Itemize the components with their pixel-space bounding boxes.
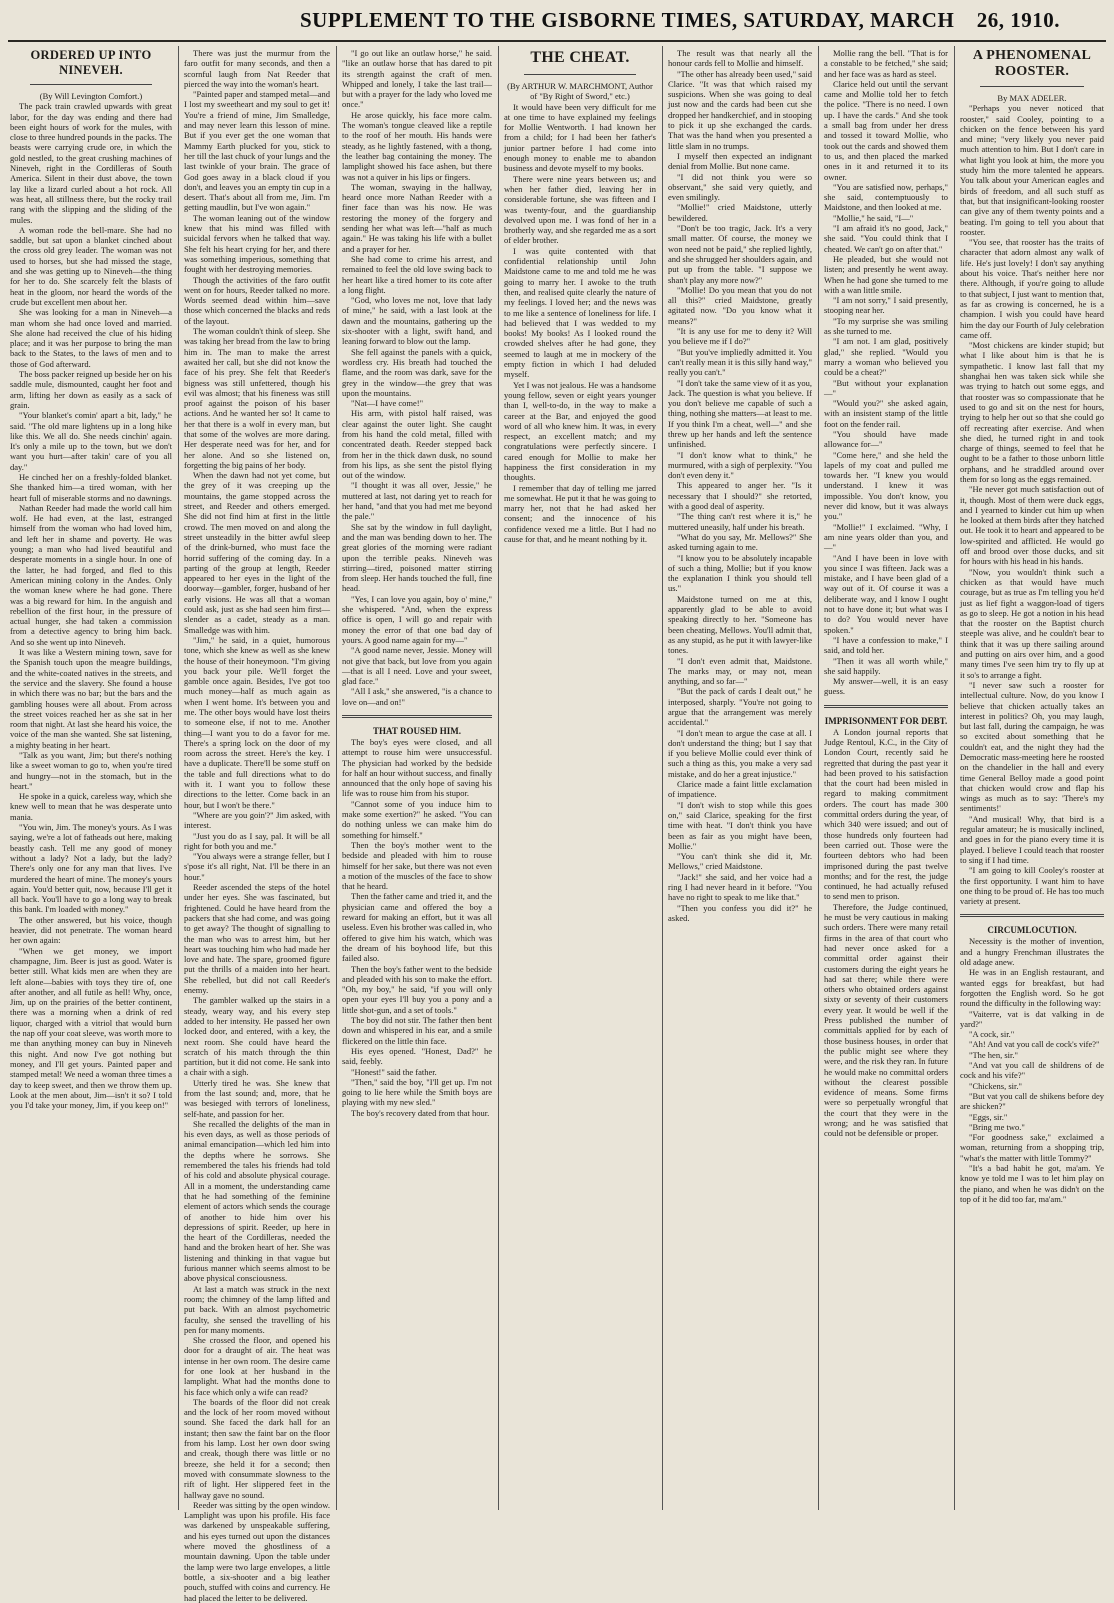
paragraph: This appeared to anger her. "Is it necessary that I should?" she retorted, with a good deal of asperity. — [668, 480, 812, 512]
paragraph: I was quite contented with that confidential relationship until John Maidstone came to me and told me he was going to marry her. I awoke to the truth then, and realised quite clearly the nature of my feelings. I loved her; and the news was to me like a sentence of loneliness for life. I had believed that I was wedded to my books! My books! As I looked round the crowded shelves after he had gone, they seemed to laugh at me in mockery of the empty fiction in which I had deluded myself. — [504, 245, 656, 380]
paragraph: "I don't mean to argue the case at all. I don't understand the thing; but I say that if you believe Mollie could ever think of such a thing as this, you make a very sad mistake, and do her a great injustice." — [668, 727, 812, 779]
paragraph: "What do you say, Mr. Mellows?" She asked turning again to me. — [668, 531, 812, 553]
circumlocution-body — [960, 936, 1104, 1204]
paragraph: She sat by the window in full daylight, and the man was bending down to her. The great glories of the morning were radiant upon the terrible peaks. Nineveh was stirring—tired, poisoned matter stirring from sleep. Her hands touched the full, fine head. — [342, 521, 492, 594]
paragraph: His eyes opened. "Honest, Dad?" he said, feebly. — [342, 1045, 492, 1067]
paragraph: "You always were a strange feller, but I s'pose it's all right, Nat. I'll be there in an hour." — [184, 851, 330, 882]
paragraph: "The thing can't rest where it is," he muttered uneasily, half under his breath. — [668, 511, 812, 532]
paragraph: The woman couldn't think of sleep. She was taking her bread from the law to bring him in. The man to make the arrest awaited her call, but she did not know the face of his prey. She felt that Reeder's bigness was still unfettered, though his evil was almost; that his fineness was still proof against the poison of his baser actions. And he wanted her so! It came to her that there is a wolf in every man, but that some of the wolves are more daring. Her desperate need was for her, and for her alone. And so she listened on, forgetting the big pains of her body. — [184, 326, 330, 470]
paragraph: "Yes, I can love you again, boy o' mine," she whispered. "And, when the express office is open, I will go and repair with money the error of that one bad day of yours. A good name again for my—" — [342, 593, 492, 645]
column-5 — [668, 48, 812, 1510]
article-title-nineveh: ORDERED UP INTO NINEVEH. — [30, 48, 152, 77]
paragraph: "I am going to kill Cooley's rooster at the first opportunity. I want him to have one thing to be proud of. He has too much variety at present. — [960, 865, 1104, 907]
paragraph: "I am not sorry," I said presently, stooping near her. — [824, 295, 948, 316]
cheat-cont2-body — [824, 48, 948, 697]
paragraph: The gambler walked up the stairs in a steady, weary way, and his every step added to her intensity. He passed her own locked door, and entered, with a key, the next room. She could have heard the scratch of his match through the thin partition, but it did not come. He sank into a chair with a sigh. — [184, 995, 330, 1078]
masthead — [300, 8, 1060, 38]
paragraph: Though the activities of the faro outfit went on for hours, Reeder talked no more. Words seemed dead within him—save those which concerned the blacks and reds of the layout. — [184, 274, 330, 326]
paragraph: Reeder ascended the steps of the hotel under her eyes. She was fascinated, but frightened. Could he have heard from the packers that she had come, and was going to get away? The thought of signalling to the man who was to arrest him, but her heart was touching him who had made her love and hate. The spare, groomed figure put the thrills of a maiden into her heart. She rebelled, but did not call Reeder's enemy. — [184, 882, 330, 996]
column-divider — [818, 46, 819, 1510]
column-divider — [662, 46, 663, 1510]
paragraph: "And musical! Why, that bird is a regular amateur; he is musically inclined, and goes in for the piano every time it is played. I believe I could teach that rooster to sing if I had time. — [960, 813, 1104, 865]
paragraph: Then the boy's father went to the bedside and pleaded with his son to make the effort. "Oh, my boy," he said, "if you will only open your eyes I'll buy you a pony and a little shot-gun, and a set of tools." — [342, 963, 492, 1015]
masthead-date: 26, 1910. — [976, 8, 1060, 32]
paragraph: "Ah! And vat you call de cock's vife?" — [969, 1039, 1100, 1050]
paragraph: "Nat—I have come!" — [351, 398, 424, 409]
paragraph: "I don't even admit that, Maidstone. The marks may, or may not, mean anything, and so far—" — [668, 655, 812, 687]
paragraph: She crossed the floor, and opened his door for a draught of air. The heat was intense in her own room. The desire came for one look at her husband in the lamplight. What had the months done to his face which only a wife can read? — [184, 1335, 330, 1397]
paragraph: "A good name never, Jessie. Money will not give that back, but love from you again—that is all I need. Love and your sweet, glad face." — [342, 645, 492, 687]
column-3 — [342, 48, 492, 1510]
paragraph: I myself then expected an indignant denial from Mollie. But none came. — [668, 150, 812, 172]
paragraph: "And vat you call de shildrens of de cock and his vife?" — [960, 1060, 1104, 1081]
paragraph: "And I have been in love with you since I was fifteen. Jack was a mistake, and I have been glad of a way out of it. Of course it was a deliberate way, and I know I ought not to have done it; but what was I to do? You would never have spoken." — [824, 552, 948, 635]
paragraph: "Then you confess you did it?" he asked. — [668, 902, 812, 923]
paragraph: "Honest!" said the father. — [351, 1066, 437, 1077]
cheat-cont-body — [668, 48, 812, 923]
paragraph: Yet I was not jealous. He was a handsome young fellow, seven or eight years younger than I, well-to-do, in the way to make a career at the Bar, and enjoyed the good word of all who knew him. It was, in every respect, an excellent match; and my congratulations were perfectly sincere. I cared enough for Mollie to make her happiness the first consideration in my thoughts. — [504, 379, 656, 483]
title-rule — [30, 84, 152, 85]
paragraph: "Your blanket's comin' apart a bit, lady," he said. "The old mare lightens up in a long hike like this. We all do. She needs cinchin' again. It's only a mile up to the town, but we don't want you hurt—after takin' care of you all day." — [10, 410, 172, 472]
paragraph: "It is any use for me to deny it? Will you believe me if I do?" — [668, 326, 812, 347]
paragraph: Clarice held out until the servant came and Mollie told her to fetch the police. "There is no need. I own up. I have the cards." And she took a small bag from under her dress and tossed it toward Mollie, who took out the cards and showed them to us, and then placed the marked ones in it and returned it to its owner. — [824, 78, 948, 182]
column-divider — [178, 46, 179, 1510]
paragraph: "Perhaps you never noticed that rooster," said Cooley, pointing to a chicken on the fence between his yard and mine; "very likely you never paid much attention to him. But I don't care in what light you look at him, the more you study him the more talented he appears. You talk about your American eagles and birds of freedom, and all such stuff as that, but that insignificant-looking rooster can give any of them twenty points and a beating. I'm going to tell you about that rooster. — [960, 103, 1104, 237]
masthead-rule — [8, 40, 1106, 42]
paragraph: Mollie rang the bell. "That is for a constable to be fetched," she said; and her face was as hard as steel. — [824, 48, 948, 79]
paragraph: "Just you do as I say, pal. It will be all right for both you and me." — [184, 830, 330, 851]
nineveh-body-2 — [184, 48, 330, 1603]
paragraph: She recalled the delights of the man in his even days, as well as those periods of animal emancipation—which led him into the depths where he sorrows. She remembered the tales his friends had told of his cold and absolute physical courage. All in a moment, the understanding came that he had something of the feminine element of actors which sends the courage of another to hide him over his depressions of spirit. Reeder, up here in the heart of the Cordilleras, needed the hand and the broken heart of her. She was listening and thinking in that vague but furious manner which seems almost to be above physical consciousness. — [184, 1118, 330, 1284]
paragraph: "I don't know what to think," he murmured, with a sigh of perplexity. "You don't even deny it." — [668, 449, 812, 481]
paragraph: He pleaded, but she would not listen; and presently he went away. When he had gone she turned to me with a wan little smile. — [824, 253, 948, 295]
title-rule — [524, 74, 636, 75]
masthead-title: SUPPLEMENT TO THE GISBORNE TIMES, SATURDAY, MARCH — [300, 8, 955, 32]
paragraph: "I am afraid it's no good, Jack," she said. "You could think that I cheated. We can't go on after that." — [824, 223, 948, 254]
paragraph: "God, who loves me not, love that lady of mine," he said, with a last look at the dawn and the mountains, gathering up the six-shooter with a light, swift hand, and leaning forward to blow out the lamp. — [342, 295, 492, 347]
paragraph: Therefore, the Judge continued, he must be very cautious in making such orders. There were many retail firms in the area of that court who had never once asked for a committal order against their customers during the eight years he had sat there; while there were others who obtained orders against sixty or seventy of their customers every year. It would be well if the Press published the number of committals applied for by each of those business houses, in order that the public might see where they were, and the risk they ran. In future he would make no committal orders without the clearest possible evidence of means. Some firms were so perpetually wrongful that the court that they were in the wrong; and he was satisfied that could not be defensible or proper. — [824, 901, 948, 1139]
paragraph: "When we get money, we import champagne, Jim. Beer is just as good. Water is better still. What kids men are when they are left alone—babies with toys they tire of, one after another, and all futile as hell! Why, once, Jim, up on the prairies of the better continent, there was a morning when a drink of red liquor, charged with a vitriol that would burn the nap off your coat sleeve, was worth more to me than anything money can buy in Nineveh this night. And now I've got nothing but money, and I'll get yours. Painted paper and stamped metal! We need a woman three times a day to keep sweet, and then we throw them up. Look at the men about, Jim—isn't it so? I told you I'd take your money, Jim, if you keep on!" — [10, 945, 173, 1111]
paragraph: "But without your explanation—" — [824, 377, 948, 398]
paragraph: "To my surprise she was smiling as she turned to me. — [824, 315, 948, 337]
paragraph: "Don't be too tragic, Jack. It's a very small matter. Of course, the money we won need not be paid," she replied lightly, and she shrugged her shoulders again, and put up from the table. "I suppose we shan't play any more now?" — [668, 223, 812, 285]
paragraph: "Vaiterre, vat is dat valking in de yard?" — [960, 1008, 1104, 1029]
paragraph: "A cock, sir." — [969, 1029, 1015, 1040]
paragraph: "But the pack of cards I dealt out," he interposed, sharply. "You're not going to argue that the arrangement was merely accidental." — [668, 686, 812, 728]
article-title-cheat: THE CHEAT. — [530, 49, 630, 66]
paragraph: "Painted paper and stamped metal—and I lost my sweetheart and my soul to get it! You're a friend of mine, Jim Smalledge, and may never learn this lesson of mine. But if you ever get the one woman that Mammy Earth plucked for you, stick to her till the last chuck of your lungs and the last twinkle of your brain. The grace of God goes away in a black cloud if you don't, and leaves you an empty tin cup in a desert. That's about all from me, Jim. I'm getting maudlin, but I've won again." — [184, 89, 330, 213]
column-6 — [824, 48, 948, 1510]
paragraph: "He never got much satisfaction out of it, though. Most of them were duck eggs, and I yearned to kinder cut him up when he looked at them birds after they hatched out. He took it to heart and appeared to be low-spirited and afflicted. He would go off and brood over those ducks, and sit for hours with his head in his hands. — [960, 484, 1104, 567]
paragraph: "Bring me two." — [969, 1121, 1025, 1132]
paragraph: He spoke in a quick, careless way, which she knew well to mean that he was desperate unto mania. — [10, 791, 172, 822]
paragraph: A London journal reports that Judge Rentoul, K.C., in the City of London Court, recently said he regretted that during the past year it had been proved to his satisfaction that the court had been misled in regard to making commitment orders. The court has made 300 committal orders during the year, of which 340 were issued; and out of those hundreds only fourteen had been carried out. Those were the fourteen debtors who had been imprisoned during the past twelve months; and for the rest, the judge continued, he had actually refused to send men to prison. — [824, 726, 948, 902]
paragraph: "I thought it was all over, Jessie," he muttered at last, not daring yet to reach for her hand, "and that you had met me beyond the pale." — [342, 480, 492, 522]
column-divider — [498, 46, 499, 1510]
paragraph: "Chickens, sir." — [969, 1080, 1022, 1091]
paragraph: "Come here," and she held the lapels of my coat and pulled me towards her. "I knew you would understand. I knew it was impossible. You don't know, you never did know, but it was always you." — [824, 449, 948, 522]
paragraph: At last a match was struck in the next room; the chimney of the lamp lifted and put back. With an almost psychometric faculty, she sensed the travelling of his pen for many moments. — [184, 1283, 330, 1335]
paragraph: The woman leaning out of the window knew that his mind was filled with suicidal fervors when he talked that way. She felt his heart crying for her, and there was something imperious, something that fought with her destroying memories. — [184, 212, 330, 275]
paragraph: The boy's recovery dated from that hour. — [351, 1107, 490, 1118]
paragraph: "It's a bad habit he got, ma'am. Ye know ye told me I was to let him play on the piano, and when he was didn't on the top of it he did too far, ma'am." — [960, 1162, 1104, 1204]
paragraph: He arose quickly, his face more calm. The woman's tongue cleaved like a reptile to the roof of her mouth. His hands were steady, as he lightly fastened, with a thong, the leather bag containing the money. The lamplight showed his face ashen, but there was not a quiver in his lips or fingers. — [342, 109, 492, 182]
column-2 — [184, 48, 330, 1603]
paragraph: "The hen, sir." — [969, 1049, 1018, 1060]
paragraph: Then the boy's mother went to the bedside and pleaded with him to rouse himself for her sake, but there was not even a motion of the muscles of the face to show that he heard. — [342, 839, 492, 892]
roused-body — [342, 737, 492, 1118]
paragraph: "I know you to be absolutely incapable of such a thing, Mollie; but if you know the explanation I think you should tell us." — [668, 552, 812, 594]
paragraph: The boy's eyes were closed, and all attempt to rouse him were unsuccessful. The physician had worked by the bedside for half an hour without success, and finally announced that the only hope of saving his life was to rouse him from his stupor. — [342, 737, 492, 799]
article-title-roused: THAT ROUSED HIM. — [373, 726, 461, 736]
paragraph: "Talk as you want, Jim; but there's nothing like a sweet woman to go to, when you're tired and hungry—not in the stomach, but in the heart." — [10, 750, 172, 791]
paragraph: "The other has already been used," said Clarice. "It was that which raised my suspicions. When she was going to deal just now and the cards had been cut she dropped her handkerchief, and in stooping to pick it up she exchanged the cards. That was the hand when you presented a little slam in no trumps. — [668, 68, 812, 151]
nineveh-body-1 — [10, 101, 172, 1110]
column-1 — [10, 48, 172, 1510]
paragraph: "Most chickens are kinder stupid; but what I like about him is that he is sympathetic. I know last fall that my shanghai hen was taken sick while she was trying to hatch out some eggs, and that rooster was so compassionate that he used to go and sit on the nest for hours, trying to help her out so that she could go off recreating after exercise. And when she died, he turned right in and took charge of things, seemed to feel that he ought to be a father to those unborn little orphans, and he straddled around over them for so long as the eggs remained. — [960, 340, 1104, 484]
debt-body — [824, 727, 948, 1139]
paragraph: "I am not. I am glad, positively glad," she replied. "Would you marry a woman who believed you could be a cheat?" — [824, 336, 948, 378]
paragraph: The pack train crawled upwards with great labor, for the day was ending and there had been eight hours of work for the mules, with close to three hundred pounds in the packs. The beasts were carrying crude ore, in which the gold nestled, to the great crushing machines of Nineveh, right in the Cordilleras of South America. Silent in their dust above, the town lay like a lizard curled about a hot rock. All was heat, all stillness there, but the rocky trail rang with the slipping and the sliding of the mules. — [10, 101, 173, 225]
column-divider — [336, 46, 337, 1510]
paragraph: "For goodness sake," exclaimed a woman, returning from a shopping trip, "what's the matter with little Tommy?" — [960, 1132, 1104, 1163]
paragraph: "Now, you wouldn't think such a chicken as that would have much courage, but as true as I'm telling you he'd just as lief fight a waggon-load of tigers as go to sleep. He got a notion in his head that the rooster on the Baptist church steeple was alive, and he couldn't bear to think that it was up there sailing around and putting on airs over him, and a good many times I've seen him try to fly up at it so's to arrange a fight. — [960, 566, 1104, 680]
nineveh-cont-body — [342, 48, 492, 707]
paragraph: It would have been very difficult for me at one time to have explained my feelings for Mollie Wentworth. I had known her from a child; for I had been her father's junior partner before I had come into enough money to enable me to abandon business and devote myself to my books. — [504, 101, 656, 174]
paragraph: He was in an English restaurant, and wanted eggs for breakfast, but had forgotten the English word. So he got round the difficulty in the following way: — [960, 967, 1104, 1009]
paragraph: The woman, swaying in the hallway, heard once more Nathan Reeder with a finer face than was his now. He was restoring the money of the forgery and sending her what was left—"half as much again." He was taking his life with a bullet and a prayer for her. — [342, 181, 492, 254]
paragraph: "Mollie," he said, "I—" — [833, 212, 914, 223]
paragraph: Nathan Reeder had made the world call him wolf. He had even, at the last, estranged himself from the woman who had loved him, and left her in shame and poverty. He was young; a man who had lived beautiful and desperate moments in a single hour. In one of the latter, he had forged, and fled to this American mining colony in the Andes. Only the woman knew where he had gone. There was a big reward for him. In the anguish and rebellion of the first hour, in the pressure of actual hunger, she had taken a commission from a detective agency to bring him back. And so she went up into Nineveh. — [10, 502, 172, 647]
paragraph: Then the father came and tried it, and the physician came and offered the boy a reward for making an effort, but it was all useless. Even his brother was called in, who offered to give him his watch, which was the dream of his boyhood life, but this failed also. — [342, 891, 492, 964]
paragraph: The result was that nearly all the honour cards fell to Mollie and himself. — [668, 48, 812, 69]
paragraph: It was like a Western mining town, save for the Spanish touch upon the meagre buildings, and the white-coated natives in the streets, and the service and the slavery. She found a house in which there was no bar; but the bars and the gambling houses were all about. From across the street voices reached her as she sat in her room that night. At last she heard his voice, the voice of the man she wanted. She sat listening, a mighty beating in her heart. — [10, 647, 172, 750]
paragraph: "Where are you goin'?" Jim asked, with interest. — [184, 809, 330, 831]
paragraph: "Cannot some of you induce him to make some exertion?" he asked. "You can do nothing unless we can make him do something for himself." — [342, 798, 492, 840]
paragraph: Necessity is the mother of invention, and a hungry Frenchman illustrates the old adage anew. — [960, 936, 1104, 968]
paragraph: "Eggs, sir." — [969, 1111, 1008, 1122]
paragraph: "You can't think she did it, Mr. Mellows," cried Maidstone. — [668, 851, 812, 872]
paragraph: "You are satisfied now, perhaps," she said, contemptuously to Maidstone, and then looked at me. — [824, 181, 948, 213]
article-title-rooster: A PHENOMENAL ROOSTER. — [972, 48, 1092, 79]
paragraph: He cinched her on a freshly-folded blanket. She thanked him—a tired woman, with her heart full of miserable storms and no dawnings. — [10, 471, 172, 503]
column-7 — [960, 48, 1104, 1510]
paragraph: A woman rode the bell-mare. She had no saddle, but sat upon a blanket cinched about the cross old grey leader. The woman was not used to horses, but she had missed the stage, and she was getting up to Nineveh—the thing for her to do. She scarcely felt the blasts of heat in the gloom, nor heard the words of the crude but excellent men about her. — [10, 224, 172, 307]
column-divider — [954, 46, 955, 1510]
paragraph: "I have a confession to make," I said, and told her. — [824, 634, 948, 656]
paragraph: "Then it was all worth while," she said happily. — [824, 655, 948, 676]
paragraph: "I never saw such a rooster for intellectual culture. Now, do you know I believe that chicken actually takes an interest in politics? Oh, you may laugh, but last fall, during the campaign, he was so excited about something that he couldn't eat, and the night they had the Democratic mass-meeting here he roosted on the chandelier in the hall and every time General Belloy made a good point that chicken would crow and flap his wings as much as to say: 'There's my sentiments!' — [960, 679, 1104, 814]
paragraph: "Then," said the boy, "I'll get up. I'm not going to lie here while the Smith boys are playing with my new sled." — [342, 1076, 492, 1108]
paragraph: "Mollie! Do you mean that you do not all this?" cried Maidstone, greatly agitated now. "Do you know what it means?" — [668, 284, 812, 326]
paragraph: "Mollie!" I exclaimed. "Why, I am nine years older than you, and—" — [824, 521, 948, 553]
paragraph: Reeder was sitting by the open window. Lamplight was upon his profile. His face was darkened by unspeakable suffering, and his eyes turned out upon the distances where moved the ghostliness of a mountain dawning. Upon the table under the lamp were two large envelopes, a little bottle, a six-shooter and a big leather pouch, stuffed with coins and currency. He had placed the letter to be delivered. — [184, 1499, 330, 1603]
paragraph: "Jack!" she said, and her voice had a ring I had never heard in it before. "You have no right to speak to me like that." — [668, 871, 812, 903]
byline-nineveh: (By Will Levington Comfort.) — [39, 91, 143, 101]
paragraph: "I don't take the same view of it as you, Jack. The question is what you believe. If you don't believe me capable of such a thing, nothing she matters—at least to me. If you think I'm a cheat, well—" and she threw up her hands and left the sentence unfinished. — [668, 377, 813, 450]
paragraph: The boards of the floor did not creak and the lock of her room moved without sound. She faced the dark hall for an instant; then saw the faint bar on the floor from his lamp. Lost her own door swing and creak, though there was little or no breeze, she held it for a second; then moved with consummate slowness to the rift of light. Her slippered feet in the hallway gave no sound. — [184, 1396, 330, 1500]
rooster-body — [960, 103, 1104, 906]
paragraph: The other answered, but his voice, though heavier, did not penetrate. The woman heard her own again: — [10, 914, 172, 946]
paragraph: "You win, Jim. The money's yours. As I was saying, we're a lot of fatheads out here, making beastly cash. Tell me any good of money without a lady? Not a lady, but the lady? There's only one for any man that lives. I've murdered the heart of mine. The money's yours again. You'd better quit, now, because I'll get it all back. You'll have to go a long way to break this bank. I'm loaded with money." — [10, 822, 172, 915]
paragraph: "You see, that rooster has the traits of character that adorn almost any walk of life. He's just lovely! I don't say anything about his voice. That's neither here nor there. Although, if you're going to allude to that subject, I just want to mention that, as far as crowing is concerned, he is a champion. I wish you could have heard him the day our Fourth of July celebration came off. — [960, 237, 1104, 340]
paragraph: "You should have made allowance for—" — [824, 428, 948, 450]
paragraph: She had come to crime his arrest, and remained to feel the old love swing back to her heart like a tired homer to its cote after a long flight. — [342, 253, 492, 295]
paragraph: "Would you?" she asked again, with an insistent stamp of the little foot on the fender rail. — [824, 398, 948, 429]
paragraph: "All I ask," she answered, "is a chance to love on—and on!" — [342, 686, 492, 707]
section-rule — [960, 914, 1104, 917]
paragraph: The boy did not stir. The father then bent down and whispered in his ear, and a smile flickered on the little thin face. — [342, 1015, 492, 1046]
section-rule — [824, 705, 948, 708]
paragraph: "But you've impliedly admitted it. You can't really mean it is this silly hand way," really you can't." — [668, 346, 812, 378]
paragraph: There was just the murmur from the faro outfit for many seconds, and then a scornful laugh from Nat Reeder that pierced the way into the woman's heart. — [184, 48, 330, 89]
paragraph: "Mollie!" cried Maidstone, utterly bewildered. — [668, 202, 812, 223]
paragraph: His arm, with pistol half raised, was clear against the outer light. She caught from his hand the cold metal, filled with concentrated death. Reeder stepped back from her in the thick dawn dusk, no sound from his lips, as she sent the pistol flying out of the window. — [342, 408, 492, 481]
paragraph: "I go out like an outlaw horse," he said. "like an outlaw horse that has dared to pit its strength against the craft of men. Whipped and lonely, I take the last trail—but with a prayer for the lady who loved me once." — [342, 48, 492, 110]
cheat-body — [504, 102, 656, 545]
paragraph: There were nine years between us; and when her father died, leaving her in considerable fortune, she was fifteen and I was twenty-four, and the guardianship devolved upon me. I was fond of her in a brotherly way, and she regarded me as a sort of elder brother. — [504, 173, 656, 246]
paragraph: "I don't wish to stop while this goes on," said Clarice, speaking for the first time with heat. "I don't think you have been as fair as you might have been, Mollie." — [668, 799, 812, 851]
article-title-circumlocution: CIRCUMLOCUTION. — [987, 925, 1077, 936]
article-title-debt: IMPRISONMENT FOR DEBT. — [824, 715, 948, 726]
byline-rooster: By MAX ADELER. — [997, 93, 1067, 103]
paragraph: "Jim," he said, in a quiet, humorous tone, which she knew as well as she knew the house of their honeymoon. "I'm giving you back your pile. We'll forget the gamble once again. Besides, I've got too much money—half as much again as when I went home. It's between you and me. The other boys would have lost theirs to someone else, if not to me. Another thing—I want you to do a favor for me. There's a spring lock on the door of my room across the street. Here's the key. I have a duplicate. There'll be some stuff on the table and full directions what to do with it. I want you to follow these directions to the letter. Come back in an hour, but I won't be there." — [184, 634, 330, 810]
section-rule — [342, 715, 492, 718]
paragraph: Utterly tired he was. She knew that from the last sound; and, more, that he was besieged with terrors of loneliness, self-hate, and passion for her. — [184, 1077, 330, 1119]
paragraph: I remember that day of telling me jarred me somewhat. He put it that he was going to marry her, not that he had asked her consent; and the innocence of his confidence vexed me a little. But I had no cause for that, and he meant nothing by it. — [504, 482, 656, 545]
column-4 — [504, 48, 656, 1510]
title-rule — [980, 86, 1084, 87]
paragraph: She was looking for a man in Nineveh—a man whom she had once loved and married. She alone had received the clue of his hiding place; and it was her purpose to bring the man back to the States, to the laws of men and to those of God afterward. — [10, 307, 172, 369]
paragraph: Clarice made a faint little exclamation of impatience. — [668, 779, 812, 800]
paragraph: When the dawn had not yet come, but the grey of it was creeping up the mountains, the game stopped across the street, and Reeder and others emerged. She did not find him at first in the little crowd. The men moved on and along the street unsteadily in the bitter awful sleep of the drink-burned, who must face the horrid suffering of the coming day. In a parting of the group at length, Reeder appeared to her eyes in the light of the doorway—gambler, forger, husband of her early visions. He was all that a woman could ask, just as she had seen him first—slender as a cadet, steady as a man. Smalledge was with him. — [184, 470, 330, 635]
paragraph: The boss packer reigned up beside her on his saddle mule, dismounted, caught her foot and arm, lifting her down as easily as a sack of grain. — [10, 369, 172, 410]
paragraph: "But vat you call de shikens before dey are shicken?" — [960, 1090, 1104, 1112]
paragraph: Maidstone turned on me at this, apparently glad to be able to avoid speaking directly to her. "Someone has been cheating, Mellows. You'll admit that, as any stupid, as he put it with lawyer-like tones. — [668, 593, 812, 656]
paragraph: She fell against the panels with a quick, wordless cry. His breath had touched the flame, and the room was dark, save for the grey in the window—the grey that was upon the mountains. — [342, 346, 492, 398]
byline-cheat: (By ARTHUR W. MARCHMONT, Author of "By Right of Sword," etc.) — [507, 81, 653, 102]
paragraph: "I did not think you were so observant," she said very quietly, and even smilingly. — [668, 171, 812, 203]
paragraph: My answer—well, it is an easy guess. — [824, 676, 948, 697]
